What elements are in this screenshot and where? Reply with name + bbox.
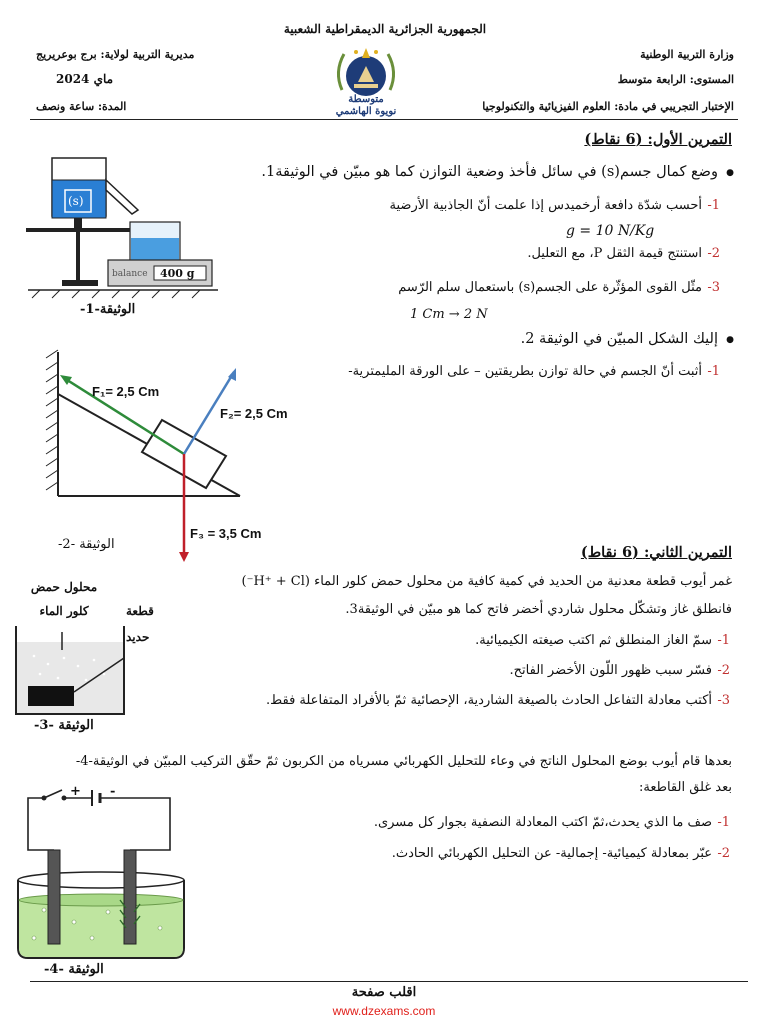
site-watermark: www.dzexams.com (332, 1004, 436, 1018)
force-f1-label: F₁= 2,5 Cm (92, 384, 160, 399)
doc3-acid-label-2: كلور الماء (39, 604, 89, 618)
q3-scale: 1 Cm → 2 N (410, 307, 488, 322)
school-name-line2: نويوة الهاشمي (335, 106, 397, 117)
header-divider (30, 119, 738, 120)
doc3-label: الوثيقة -3- (34, 718, 94, 733)
bullet-icon: ● (726, 335, 734, 345)
duration-label: المدة: ساعة ونصف (36, 100, 127, 113)
doc3-figure (14, 620, 154, 716)
ex2-q3-text: أكتب معادلة التفاعل الحادث بالصيغة الشاردية، الإحصائية ثمّ بالأفراد المتفاعلة فقط. (266, 693, 712, 708)
q4-text: أثبت أنّ الجسم في حالة توازن بطريقتين – على الورقة المليمترية- (348, 364, 702, 379)
doc3-iron-label-1: قطعة (126, 604, 154, 618)
q2-text: استنتج قيمة الثقل P، مع التعليل. (527, 246, 702, 261)
q3-text: مثّل القوى المؤثّرة على الجسم(s) باستعمال سلم الرّسم (398, 280, 702, 295)
footer-divider (30, 981, 748, 982)
exercise2-p3: بعدها قام أيوب بوضع المحلول الناتج في وعاء للتحليل الكهربائي مسرياه من الكربون ثمّ حقّق التركيب المبيّن في الوثيقة-4- (75, 754, 732, 769)
ex2-q5-number: 2- (717, 846, 730, 861)
republic-title: الجمهورية الجزائرية الديمقراطية الشعبية (283, 22, 487, 36)
q4-number: 1- (707, 364, 720, 379)
doc4-label: الوثيقة -4- (44, 962, 104, 977)
exercise1-intro: وضع كمال جسم(s) في سائل فأخذ وضعية التوازن كما هو مبيّن في الوثيقة1. (261, 164, 718, 180)
doc3-acid-label-1: محلول حمض (30, 580, 98, 594)
doc1-label: الوثيقة-1- (80, 302, 136, 317)
q1-text: أحسب شدّة دافعة أرخميدس إذا علمت أنّ الجاذبية الأرضية (389, 198, 702, 213)
exam-title: الإختبار التجريبي في مادة: العلوم الفيزيائية والتكنولوجيا (482, 100, 734, 113)
doc1-body-label: (s) (68, 194, 84, 208)
battery-minus-sign: - (110, 784, 116, 799)
doc3-iron-label-2: حديد (126, 630, 150, 644)
balance-label: balance (112, 269, 148, 279)
q3-number: 3- (707, 280, 720, 295)
battery-plus-sign: + (70, 784, 81, 799)
directorate-label: مديرية التربية لولاية: برج بوعريريج (36, 48, 195, 61)
ex2-q2-number: 2- (717, 663, 730, 678)
balance-reading: 400 g (160, 267, 195, 280)
doc4-figure (14, 784, 194, 960)
ministry-label: وزارة التربية الوطنية (640, 48, 734, 61)
exercise2-title: التمرين الثاني: (6 نقاط) (580, 544, 732, 561)
ex2-q3-number: 3- (717, 693, 730, 708)
bullet-icon: ● (726, 168, 734, 178)
exercise2-p1: غمر أيوب قطعة معدنية من الحديد في كمية كافية من محلول حمض كلور الماء (H⁺ + Cl⁻) (241, 574, 732, 589)
doc2-label: الوثيقة -2- (58, 537, 115, 552)
q2-number: 2- (707, 246, 720, 261)
ex2-q4-text: صف ما الذي يحدث،ثمّ اكتب المعادلة النصفية بجوار كل مسرى. (373, 815, 712, 830)
exercise2-p4: بعد غلق القاطعة: (639, 780, 732, 795)
level-label: المستوى: الرابعة متوسط (617, 73, 734, 86)
q1-number: 1- (707, 198, 720, 213)
ex2-q2-text: فسّر سبب ظهور اللّون الأخضر الفاتح. (509, 663, 712, 678)
exercise2-p2: فانطلق غاز وتشكّل محلول شاردي أخضر فاتح كما هو مبيّن في الوثيقة3. (345, 602, 732, 617)
force-f3-label: F₃ = 3,5 Cm (190, 526, 262, 541)
ex2-q5-text: عبّر بمعادلة كيميائية- إجمالية- عن التحليل الكهربائي الحادث. (391, 846, 712, 861)
ex2-q4-number: 1- (717, 815, 730, 830)
ex2-q1-number: 1- (717, 633, 730, 648)
turn-page-label: اقلب صفحة (351, 985, 417, 1000)
ex2-q1-text: سمّ الغاز المنطلق ثم اكتب صيغته الكيميائية. (475, 633, 712, 648)
doc2-figure (40, 348, 310, 568)
exercise1-title: التمرين الأول: (6 نقاط) (584, 131, 732, 148)
doc1-figure (22, 152, 222, 320)
q1-formula: g = 10 N/Kg (566, 223, 655, 239)
school-name-line1: متوسطة (348, 94, 384, 105)
date-label: ماي 2024 (56, 72, 114, 86)
exercise1-intro2: إليك الشكل المبيّن في الوثيقة 2. (520, 331, 718, 347)
force-f2-label: F₂= 2,5 Cm (220, 406, 288, 421)
